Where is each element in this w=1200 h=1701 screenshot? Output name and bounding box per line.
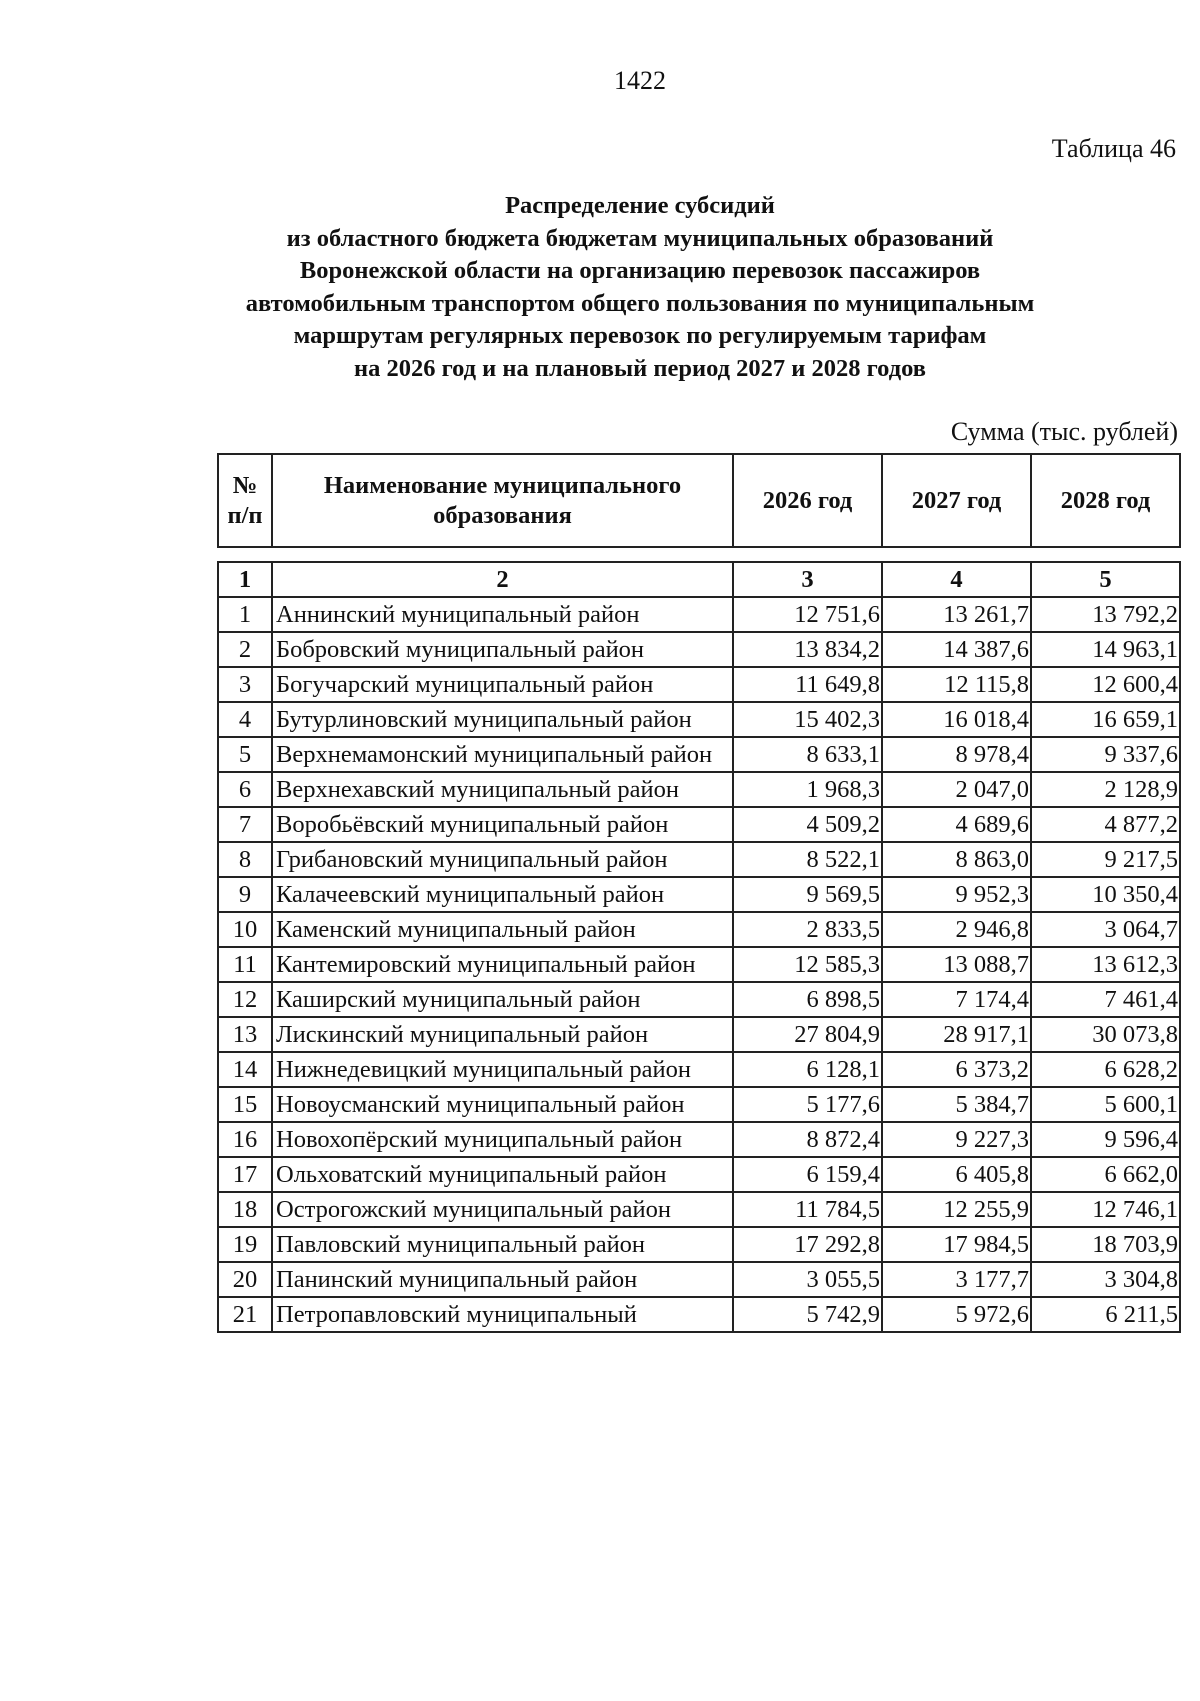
table-row bbox=[218, 1017, 1180, 1052]
value-2028: 3 304,8 bbox=[1031, 1262, 1180, 1297]
value-2027: 28 917,1 bbox=[882, 1017, 1031, 1052]
table-row bbox=[218, 947, 1180, 982]
units-label: Сумма (тыс. рублей) bbox=[950, 417, 1178, 446]
value-2028: 2 128,9 bbox=[1031, 772, 1180, 807]
value-2026: 5 742,9 bbox=[733, 1297, 882, 1332]
municipality-name: Петропавловский муниципальный bbox=[272, 1297, 733, 1332]
table-row bbox=[218, 1262, 1180, 1297]
municipality-name: Лискинский муниципальный район bbox=[272, 1017, 733, 1052]
header-num: № п/п bbox=[218, 454, 272, 547]
column-number: 5 bbox=[1031, 562, 1180, 597]
table-row bbox=[218, 807, 1180, 842]
row-number: 3 bbox=[218, 667, 272, 702]
header-row bbox=[218, 454, 1180, 547]
table-row bbox=[218, 1087, 1180, 1122]
row-number: 18 bbox=[218, 1192, 272, 1227]
value-2026: 12 585,3 bbox=[733, 947, 882, 982]
title-line: из областного бюджета бюджетам муниципальных образований bbox=[286, 224, 994, 252]
municipality-name: Нижнедевицкий муниципальный район bbox=[272, 1052, 733, 1087]
row-number: 16 bbox=[218, 1122, 272, 1157]
row-number: 15 bbox=[218, 1087, 272, 1122]
value-2027: 7 174,4 bbox=[882, 982, 1031, 1017]
value-2028: 3 064,7 bbox=[1031, 912, 1180, 947]
municipality-name: Верхнемамонский муниципальный район bbox=[272, 737, 733, 772]
header-name: Наименование муниципального образования bbox=[272, 454, 733, 547]
value-2028: 4 877,2 bbox=[1031, 807, 1180, 842]
municipality-name: Воробьёвский муниципальный район bbox=[272, 807, 733, 842]
value-2028: 18 703,9 bbox=[1031, 1227, 1180, 1262]
value-2026: 11 784,5 bbox=[733, 1192, 882, 1227]
table-label: Таблица 46 bbox=[1051, 134, 1176, 163]
table-row bbox=[218, 1297, 1180, 1332]
value-2026: 6 898,5 bbox=[733, 982, 882, 1017]
value-2027: 5 972,6 bbox=[882, 1297, 1031, 1332]
header-2026: 2026 год bbox=[733, 454, 882, 547]
value-2026: 9 569,5 bbox=[733, 877, 882, 912]
value-2027: 9 952,3 bbox=[882, 877, 1031, 912]
municipality-name: Острогожский муниципальный район bbox=[272, 1192, 733, 1227]
table-row bbox=[218, 1052, 1180, 1087]
row-number: 1 bbox=[218, 597, 272, 632]
row-number: 10 bbox=[218, 912, 272, 947]
value-2027: 13 088,7 bbox=[882, 947, 1031, 982]
column-number: 3 bbox=[733, 562, 882, 597]
value-2028: 9 596,4 bbox=[1031, 1122, 1180, 1157]
value-2027: 9 227,3 bbox=[882, 1122, 1031, 1157]
row-number: 6 bbox=[218, 772, 272, 807]
value-2026: 4 509,2 bbox=[733, 807, 882, 842]
municipality-name: Ольховатский муниципальный район bbox=[272, 1157, 733, 1192]
value-2028: 14 963,1 bbox=[1031, 632, 1180, 667]
value-2027: 5 384,7 bbox=[882, 1087, 1031, 1122]
value-2026: 17 292,8 bbox=[733, 1227, 882, 1262]
value-2027: 6 373,2 bbox=[882, 1052, 1031, 1087]
value-2027: 12 115,8 bbox=[882, 667, 1031, 702]
table-row bbox=[218, 877, 1180, 912]
row-number: 4 bbox=[218, 702, 272, 737]
data-table-body bbox=[218, 562, 1180, 1332]
title-line: Воронежской области на организацию перевозок пассажиров bbox=[299, 257, 981, 284]
row-number: 12 bbox=[218, 982, 272, 1017]
table-row bbox=[218, 1192, 1180, 1227]
table-row bbox=[218, 1157, 1180, 1192]
value-2027: 6 405,8 bbox=[882, 1157, 1031, 1192]
value-2028: 30 073,8 bbox=[1031, 1017, 1180, 1052]
value-2028: 6 662,0 bbox=[1031, 1157, 1180, 1192]
value-2026: 15 402,3 bbox=[733, 702, 882, 737]
row-number: 20 bbox=[218, 1262, 272, 1297]
value-2027: 16 018,4 bbox=[882, 702, 1031, 737]
value-2026: 2 833,5 bbox=[733, 912, 882, 947]
value-2028: 12 600,4 bbox=[1031, 667, 1180, 702]
table-row bbox=[218, 1227, 1180, 1262]
municipality-name: Аннинский муниципальный район bbox=[272, 597, 733, 632]
municipality-name: Калачеевский муниципальный район bbox=[272, 877, 733, 912]
value-2026: 8 872,4 bbox=[733, 1122, 882, 1157]
value-2028: 10 350,4 bbox=[1031, 877, 1180, 912]
municipality-name: Кантемировский муниципальный район bbox=[272, 947, 733, 982]
municipality-name: Каширский муниципальный район bbox=[272, 982, 733, 1017]
value-2026: 27 804,9 bbox=[733, 1017, 882, 1052]
value-2026: 12 751,6 bbox=[733, 597, 882, 632]
table-row bbox=[218, 982, 1180, 1017]
value-2027: 12 255,9 bbox=[882, 1192, 1031, 1227]
table-row bbox=[218, 1122, 1180, 1157]
value-2028: 5 600,1 bbox=[1031, 1087, 1180, 1122]
row-number: 2 bbox=[218, 632, 272, 667]
row-number: 17 bbox=[218, 1157, 272, 1192]
row-number: 13 bbox=[218, 1017, 272, 1052]
document-title bbox=[200, 190, 1080, 385]
value-2028: 9 337,6 bbox=[1031, 737, 1180, 772]
header-table bbox=[217, 453, 1181, 548]
municipality-name: Богучарский муниципальный район bbox=[272, 667, 733, 702]
title-line: Распределение субсидий bbox=[505, 192, 775, 219]
value-2028: 12 746,1 bbox=[1031, 1192, 1180, 1227]
table-row bbox=[218, 772, 1180, 807]
page-number: 1422 bbox=[614, 66, 666, 95]
value-2028: 9 217,5 bbox=[1031, 842, 1180, 877]
value-2026: 3 055,5 bbox=[733, 1262, 882, 1297]
value-2026: 11 649,8 bbox=[733, 667, 882, 702]
value-2027: 17 984,5 bbox=[882, 1227, 1031, 1262]
municipality-name: Бобровский муниципальный район bbox=[272, 632, 733, 667]
column-number: 1 bbox=[218, 562, 272, 597]
value-2027: 8 863,0 bbox=[882, 842, 1031, 877]
value-2026: 13 834,2 bbox=[733, 632, 882, 667]
column-number: 2 bbox=[272, 562, 733, 597]
value-2026: 6 159,4 bbox=[733, 1157, 882, 1192]
header-2027: 2027 год bbox=[882, 454, 1031, 547]
row-number: 5 bbox=[218, 737, 272, 772]
row-number: 19 bbox=[218, 1227, 272, 1262]
value-2028: 7 461,4 bbox=[1031, 982, 1180, 1017]
municipality-name: Верхнехавский муниципальный район bbox=[272, 772, 733, 807]
value-2026: 8 633,1 bbox=[733, 737, 882, 772]
table-row bbox=[218, 597, 1180, 632]
value-2028: 16 659,1 bbox=[1031, 702, 1180, 737]
municipality-name: Каменский муниципальный район bbox=[272, 912, 733, 947]
title-line: автомобильным транспортом общего пользования по муниципальным bbox=[245, 289, 1035, 317]
table-row bbox=[218, 702, 1180, 737]
value-2027: 8 978,4 bbox=[882, 737, 1031, 772]
table-row bbox=[218, 667, 1180, 702]
value-2027: 14 387,6 bbox=[882, 632, 1031, 667]
column-number-row bbox=[218, 562, 1180, 597]
data-table bbox=[217, 561, 1181, 1333]
value-2026: 1 968,3 bbox=[733, 772, 882, 807]
municipality-name: Новохопёрский муниципальный район bbox=[272, 1122, 733, 1157]
municipality-name: Павловский муниципальный район bbox=[272, 1227, 733, 1262]
title-line: на 2026 год и на плановый период 2027 и 2028 годов bbox=[353, 354, 926, 382]
row-number: 7 bbox=[218, 807, 272, 842]
row-number: 8 bbox=[218, 842, 272, 877]
title-line: маршрутам регулярных перевозок по регулируемым тарифам bbox=[293, 322, 987, 349]
row-number: 21 bbox=[218, 1297, 272, 1332]
value-2028: 6 628,2 bbox=[1031, 1052, 1180, 1087]
row-number: 9 bbox=[218, 877, 272, 912]
value-2028: 13 792,2 bbox=[1031, 597, 1180, 632]
table-row bbox=[218, 737, 1180, 772]
row-number: 14 bbox=[218, 1052, 272, 1087]
municipality-name: Новоусманский муниципальный район bbox=[272, 1087, 733, 1122]
table-row bbox=[218, 842, 1180, 877]
value-2027: 2 946,8 bbox=[882, 912, 1031, 947]
row-number: 11 bbox=[218, 947, 272, 982]
value-2027: 2 047,0 bbox=[882, 772, 1031, 807]
value-2027: 4 689,6 bbox=[882, 807, 1031, 842]
column-number: 4 bbox=[882, 562, 1031, 597]
municipality-name: Панинский муниципальный район bbox=[272, 1262, 733, 1297]
table-row bbox=[218, 632, 1180, 667]
value-2028: 13 612,3 bbox=[1031, 947, 1180, 982]
value-2027: 13 261,7 bbox=[882, 597, 1031, 632]
municipality-name: Грибановский муниципальный район bbox=[272, 842, 733, 877]
value-2026: 6 128,1 bbox=[733, 1052, 882, 1087]
header-2028: 2028 год bbox=[1031, 454, 1180, 547]
value-2028: 6 211,5 bbox=[1031, 1297, 1180, 1332]
table-row bbox=[218, 912, 1180, 947]
value-2026: 5 177,6 bbox=[733, 1087, 882, 1122]
value-2027: 3 177,7 bbox=[882, 1262, 1031, 1297]
value-2026: 8 522,1 bbox=[733, 842, 882, 877]
municipality-name: Бутурлиновский муниципальный район bbox=[272, 702, 733, 737]
